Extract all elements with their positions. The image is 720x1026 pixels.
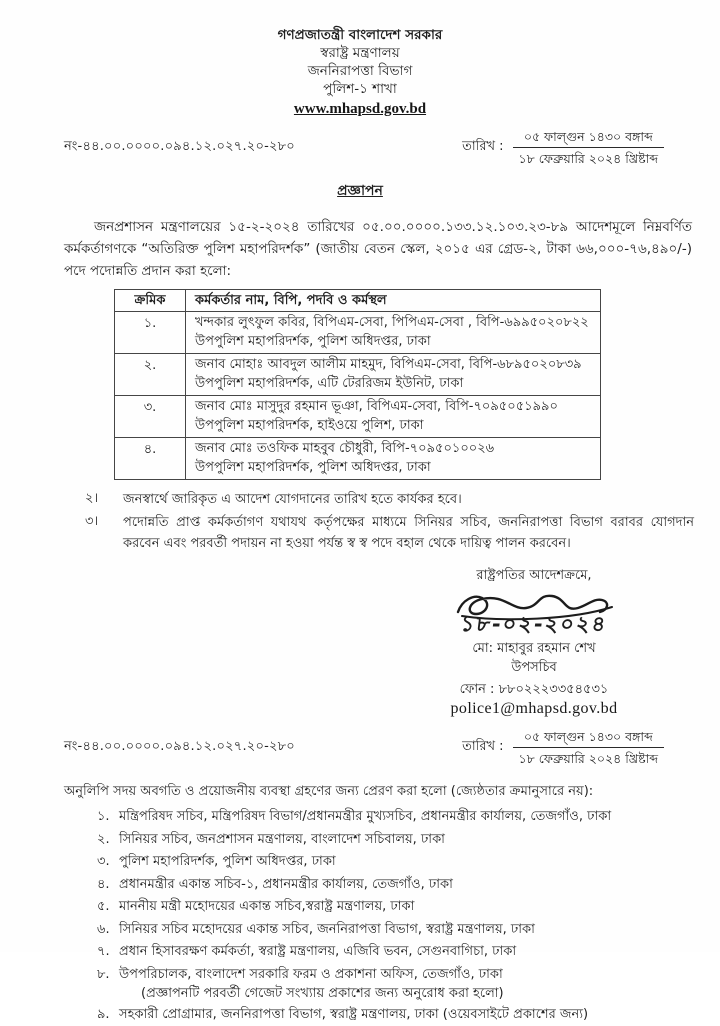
cc-text: মাননীয় মন্ত্রী মহোদয়ের একান্ত সচিব,স্বরাষ্ট্র মন্ত্রণালয়, ঢাকা [119,899,415,914]
signatory-name: মো: মাহাবুর রহমান শেখ [472,641,596,656]
officer-cell [186,312,601,354]
cc-number: ২. [97,831,110,847]
gazette-note: (প্রজ্ঞাপনটি পরবর্তী গেজেট সংখ্যায় প্রকাশের জন্য অনুরোধ করা হলো) [141,986,504,1001]
table-row [115,396,601,438]
officer-post-line: উপপুলিশ মহাপরিদর্শক, হাইওয়ে পুলিশ, ঢাকা [195,417,424,433]
notification-title: প্রজ্ঞাপন [337,183,383,199]
gregorian-date: ১৮ ফেব্রুয়ারি ২০২৪ খ্রিষ্টাব্দ [518,151,658,166]
officer-name-line: খন্দকার লুৎফুল কবির, বিপিএম-সেবা, পিপিএম-সেবা , বিপি-৬৯৯৫০২০৮২২ [195,315,589,330]
opening-paragraph: জনপ্রশাসন মন্ত্রণালয়ের ১৫-২-২০২৪ তারিখের ০৫.০০.০০০০.১৩৩.১২.১০৩.২৩-৮৯ আদেশমূলে নিম্নবর্ণিত কর্মকর্তাগণকে “অতিরিক্ত পুলিশ মহাপরিদর্শক” (জাতীয় বেতন স্কেল, ২০১৫ এর গ্রেড-২, টাকা ৬৬,০০০-৭৬,৪৯০/-) পদে পদোন্নতি প্রদান করা হলো: [64,219,692,279]
date-stack [513,128,664,167]
clause-text: জনস্বার্থে জারিকৃত এ আদেশ যোগদানের তারিখ হতে কার্যকর হবে। [123,492,462,507]
table-row [115,354,601,396]
cc-item [97,807,694,828]
cc-number: ৫. [97,899,110,914]
date-block [462,728,664,767]
government-name: গণপ্রজাতন্ত্রী বাংলাদেশ সরকার [277,27,443,43]
officer-cell [186,396,601,438]
cc-item [97,942,694,963]
cc-text: পুলিশ মহাপরিদর্শক, পুলিশ অধিদপ্তর, ঢাকা [119,854,336,869]
date-stack [513,728,664,767]
signature-block [414,566,654,718]
officer-post-line: উপপুলিশ মহাপরিদর্শক, পুলিশ অধিদপ্তর, ঢাকা [195,459,431,475]
phone-number: ফোন : ৮৮০২২২৩৩৫৪৫৩১ [459,682,609,697]
officer-name-line: জনাব মোঃ তওফিক মাহবুব চৌধুরী, বিপি-৭০৯৫০১০০২৬ [195,441,495,456]
serial-cell: ৪. [115,438,186,480]
date-block [462,128,664,167]
table-row [115,312,601,354]
cc-item [97,897,694,918]
cc-text: সহকারী প্রোগ্রামার, জননিরাপত্তা বিভাগ, স্বরাষ্ট্র মন্ত্রণালয়, ঢাকা (ওয়েবসাইটে প্রকাশের জন্য) [119,1007,589,1022]
cc-number: ৪. [97,876,110,892]
clause-item [85,512,694,554]
cc-number: ৯. [97,1007,110,1022]
cc-item [97,875,694,896]
officer-cell [186,354,601,396]
gregorian-date: ১৮ ফেব্রুয়ারি ২০২৪ খ্রিষ্টাব্দ [518,751,658,766]
cc-text: প্রধানমন্ত্রীর একান্ত সচিব-১, প্রধানমন্ত্রীর কার্যালয়, তেজগাঁও, ঢাকা [119,876,453,892]
cc-text: প্রধান হিসাবরক্ষণ কর্মকর্তা, স্বরাষ্ট্র মন্ত্রণালয়, এজিবি ভবন, সেগুনবাগিচা, ঢাকা [119,944,517,959]
clause-item [85,489,694,510]
handwritten-date: ১৮-০২-২০২৪ [459,612,609,636]
officer-post-line: উপপুলিশ মহাপরিদর্শক, এটি টেররিজম ইউনিট, ঢাকা [195,375,464,391]
promotion-table [114,289,601,480]
signatory-designation: উপসচিব [511,660,557,675]
cc-number: ৭. [97,944,110,959]
officer-name-line: জনাব মোঃ মাসুদুর রহমান ভূঞা, বিপিএম-সেবা, বিপি-৭০৯৫০৫১৯৯০ [195,399,558,414]
serial-cell: ৩. [115,396,186,438]
cc-text: সিনিয়র সচিব মহোদয়ের একান্ত সচিব, জননিরাপত্তা বিভাগ, স্বরাষ্ট্র মন্ত্রণালয়, ঢাকা [119,921,535,937]
cc-number: ৬. [97,921,110,937]
table-header-serial: ক্রমিক [115,290,186,312]
officer-cell [186,438,601,480]
reference-number: নং-৪৪.০০.০০০০.০৯৪.১২.০২৭.২০-২৮০ [64,139,295,154]
memo-row-2 [64,728,664,767]
table-header-row [115,290,601,312]
table-row [115,438,601,480]
website-link[interactable]: www.mhapsd.gov.bd [293,101,427,117]
serial-cell: ১. [115,312,186,354]
cc-heading: অনুলিপি সদয় অবগতি ও প্রয়োজনীয় ব্যবস্থা গ্রহণের জন্য প্রেরণ করা হলো (জ্যেষ্ঠতার ক্রমানুসারে নয়): [64,784,594,799]
officer-name-line: জনাব মোহাঃ আবদুল আলীম মাহমুদ, বিপিএম-সেবা, বিপি-৬৮৯৫০২০৮৩৯ [195,357,582,372]
branch-name: পুলিশ-১ শাখা [323,81,397,97]
cc-text [119,965,694,1004]
division-name: জননিরাপত্তা বিভাগ [307,63,413,79]
date-label: তারিখ : [462,739,504,754]
cc-text: মন্ত্রিপরিষদ সচিব, মন্ত্রিপরিষদ বিভাগ/প্রধানমন্ত্রীর মুখ্যসচিব, প্রধানমন্ত্রীর কার্যালয়, তেজগাঁও, ঢাকা [119,809,612,824]
date-label: তারিখ : [462,139,504,154]
serial-cell: ২. [115,354,186,396]
cc-list [97,807,694,1026]
cc-text-line: উপপরিচালক, বাংলাদেশ সরকারি ফরম ও প্রকাশনা অফিস, তেজগাঁও, ঢাকা [119,966,503,982]
cc-item [97,830,694,851]
cc-item [97,920,694,941]
cc-item [97,852,694,873]
bangla-date: ০৫ ফাল্গুন ১৪৩০ বঙ্গাব্দ [513,128,664,148]
bangla-date: ০৫ ফাল্গুন ১৪৩০ বঙ্গাব্দ [513,728,664,748]
cc-item [97,965,694,1004]
reference-number: নং-৪৪.০০.০০০০.০৯৪.১২.০২৭.২০-২৮০ [64,739,295,754]
cc-item [97,1005,694,1026]
table-header-officer: কর্মকর্তার নাম, বিপি, পদবি ও কর্মস্থল [186,290,601,312]
clause-text: পদোন্নতি প্রাপ্ত কর্মকর্তাগণ যথাযথ কর্তৃপক্ষের মাধ্যমে সিনিয়র সচিব, জননিরাপত্তা বিভাগ বরাবর যোগদান করবেন এবং পরবর্তী পদায়ন না হওয়া পর্যন্ত স্ব স্ব পদে বহাল থেকে দায়িত্ব পালন করবেন। [123,515,694,551]
cc-text: সিনিয়র সচিব, জনপ্রশাসন মন্ত্রণালয়, বাংলাদেশ সচিবালয়, ঢাকা [119,831,445,847]
officer-post-line: উপপুলিশ মহাপরিদর্শক, পুলিশ অধিদপ্তর, ঢাকা [195,333,431,349]
by-order-line: রাষ্ট্রপতির আদেশক্রমে, [476,568,592,583]
email-address[interactable]: police1@mhapsd.gov.bd [450,700,618,717]
memo-row-1 [64,128,664,167]
clauses [85,489,694,554]
cc-number: ৮. [97,966,110,982]
letterhead [0,0,720,118]
clause-number: ২। [85,491,99,506]
cc-number: ১. [97,809,110,824]
cc-number: ৩. [97,854,110,869]
ministry-name: স্বরাষ্ট্র মন্ত্রণালয় [320,45,400,61]
clause-number: ৩। [85,514,99,529]
